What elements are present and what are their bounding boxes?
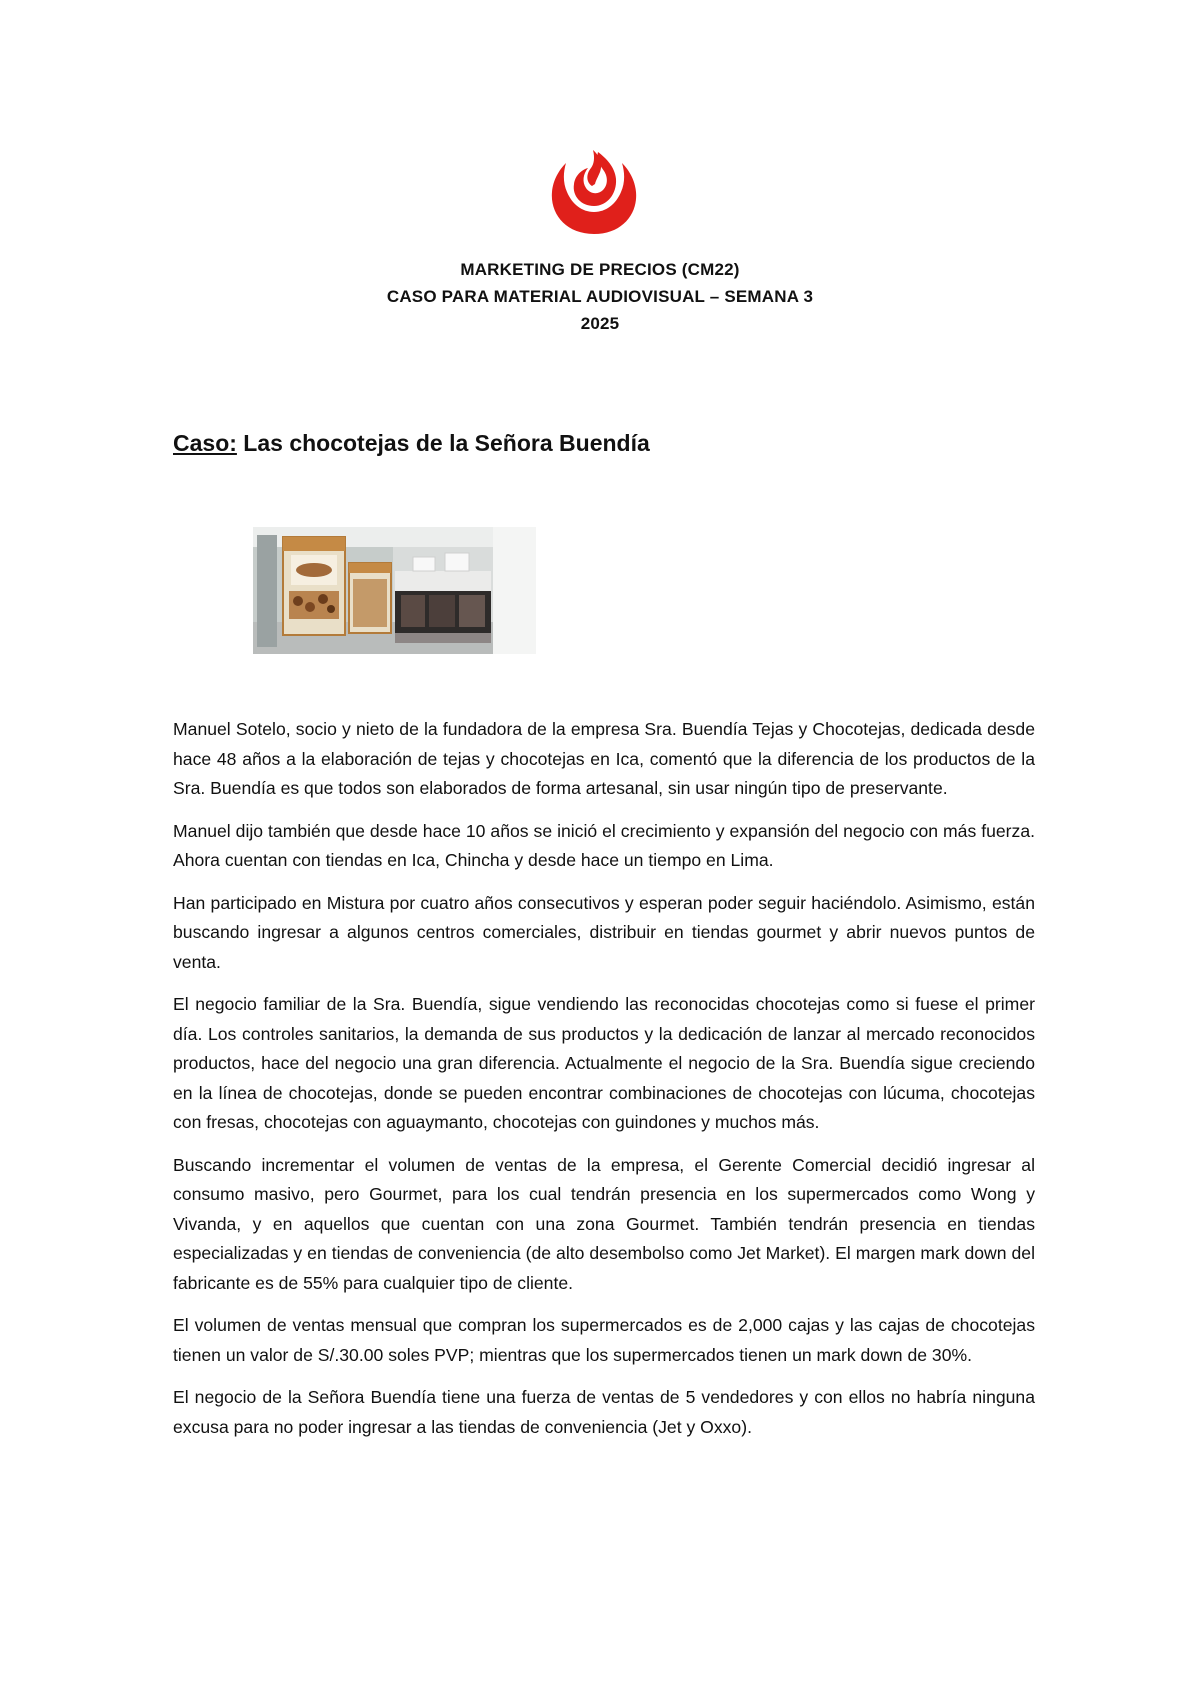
- case-body: [173, 715, 1035, 1455]
- paragraph-4: El negocio familiar de la Sra. Buendía, sigue vendiendo las reconocidas chocotejas como si fuese el primer día. Los controles sanitarios, la demanda de sus productos y la dedicación de lanzar al mercado reconocidos productos, hace del negocio una gran diferencia. Actualmente el negocio de la Sra. Buendía sigue creciendo en la línea de chocotejas, donde se pueden encontrar combinaciones de chocotejas con lúcuma, chocotejas con fresas, chocotejas con aguaymanto, chocotejas con guindones y muchos más.: [173, 994, 1035, 1132]
- case-title-text: Las chocotejas de la Señora Buendía: [243, 430, 650, 456]
- case-subtitle: CASO PARA MATERIAL AUDIOVISUAL – SEMANA 3: [386, 287, 814, 306]
- year: 2025: [580, 314, 620, 333]
- course-header: [0, 256, 1200, 337]
- university-flame-logo-icon: [548, 146, 640, 236]
- paragraph-2: Manuel dijo también que desde hace 10 años se inició el crecimiento y expansión del negocio con más fuerza. Ahora cuentan con tiendas en Ica, Chincha y desde hace un tiempo en Lima.: [173, 820, 1035, 870]
- course-title: MARKETING DE PRECIOS (CM22): [460, 260, 740, 279]
- store-display-photo: [253, 527, 536, 654]
- paragraph-5: Buscando incrementar el volumen de ventas de la empresa, el Gerente Comercial decidió ingresar al consumo masivo, pero Gourmet, para los cual tendrán presencia en los supermercados como Wong y Vivanda, y en aquellos que cuentan con una zona Gourmet. También tendrán presencia en tiendas especializadas y en tiendas de conveniencia (de alto desembolso como Jet Market). El margen mark down del fabricante es de 55% para cualquier tipo de cliente.: [173, 1154, 1035, 1293]
- case-heading: [173, 428, 650, 458]
- paragraph-6: El volumen de ventas mensual que compran los supermercados es de 2,000 cajas y las cajas de chocotejas tienen un valor de S/.30.00 soles PVP; mientras que los supermercados tienen un mark down de 30%.: [173, 1315, 1035, 1365]
- paragraph-7: El negocio de la Señora Buendía tiene una fuerza de ventas de 5 vendedores y con ellos no habría ninguna excusa para no poder ingresar a las tiendas de conveniencia (Jet y Oxxo).: [173, 1387, 1035, 1437]
- case-label: Caso:: [173, 430, 237, 456]
- paragraph-1: Manuel Sotelo, socio y nieto de la fundadora de la empresa Sra. Buendía Tejas y Chocotejas, dedicada desde hace 48 años a la elaboración de tejas y chocotejas en Ica, comentó que la diferencia de los productos de la Sra. Buendía es que todos son elaborados de forma artesanal, sin usar ningún tipo de preservante.: [173, 719, 1035, 798]
- paragraph-3: Han participado en Mistura por cuatro años consecutivos y esperan poder seguir haciéndolo. Asimismo, están buscando ingresar a algunos centros comerciales, distribuir en tiendas gourmet y abrir nuevos puntos de venta.: [173, 892, 1035, 972]
